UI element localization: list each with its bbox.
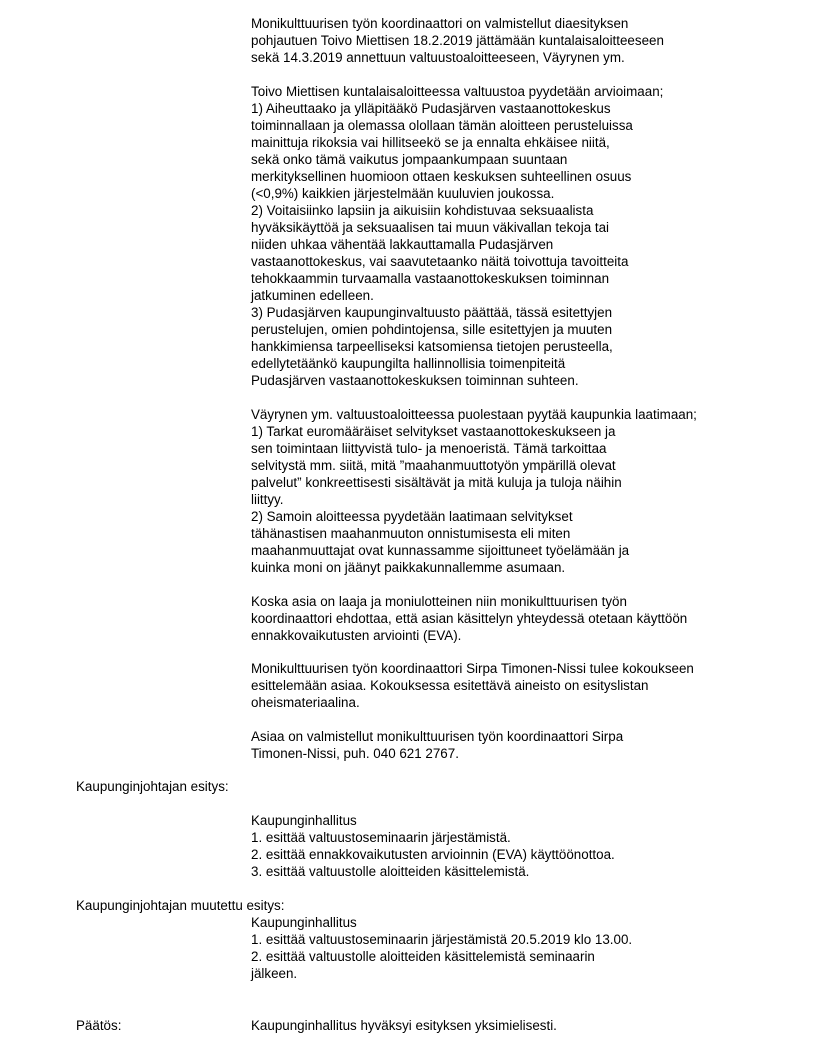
text-line: 2. esittää valtuustolle aloitteiden käsittelemistä seminaarin: [251, 949, 595, 964]
proposal-label: Kaupunginjohtajan esitys:: [76, 779, 229, 794]
text-line: hyväksikäyttöä ja seksuaalisen tai muun väkivallan tekoja tai: [251, 220, 610, 235]
text-line: sekä onko tämä vaikutus jompaankumpaan suuntaan: [251, 152, 568, 167]
eva-paragraph: [251, 593, 771, 644]
text-line: Koska asia on laaja ja moniulotteinen niin monikulttuurisen työn: [251, 594, 627, 609]
text-line: 2) Voitaisiinko lapsiin ja aikuisiin kohdistuvaa seksuaalista: [251, 203, 594, 218]
text-line: jatkuminen edelleen.: [251, 288, 374, 303]
text-line: niiden uhkaa vähentää lakkauttamalla Pudasjärven: [251, 237, 554, 252]
text-line: 1. esittää valtuustoseminaarin järjestämistä 20.5.2019 klo 13.00.: [251, 932, 633, 947]
presenter-paragraph: [251, 660, 771, 711]
miettinen-initiative-paragraph: [251, 83, 771, 389]
text-line: sen toimintaan liittyvistä tulo- ja menoeristä. Tämä tarkoittaa: [251, 441, 607, 456]
text-line: Timonen-Nissi, puh. 040 621 2767.: [251, 746, 459, 761]
text-line: 2) Samoin aloitteessa pyydetään laatimaan selvitykset: [251, 509, 573, 524]
text-line: pohjautuen Toivo Miettisen 18.2.2019 jättämään kuntalaisaloitteeseen: [251, 33, 664, 48]
text-line: kuinka moni on jäänyt paikkakunnallemme asumaan.: [251, 560, 566, 575]
decision-text: Kaupunginhallitus hyväksyi esityksen yksimielisesti.: [251, 1018, 557, 1033]
intro-paragraph: [251, 15, 771, 66]
text-line: toiminnallaan ja olemassa olollaan tämän aloitteen perusteluissa: [251, 118, 633, 133]
text-line: Pudasjärven vastaanottokeskuksen toiminnan suhteen.: [251, 373, 579, 388]
text-line: perustelujen, omien pohdintojensa, sille esitettyjen ja muuten: [251, 322, 613, 337]
text-line: oheismateriaalina.: [251, 695, 360, 710]
text-line: 1) Tarkat euromääräiset selvitykset vastaanottokeskukseen ja: [251, 424, 616, 439]
text-line: Väyrynen ym. valtuustoaloitteessa puolestaan pyytää kaupunkia laatimaan;: [251, 407, 697, 422]
text-line: ennakkovaikutusten arviointi (EVA).: [251, 628, 462, 643]
text-line: Kaupunginhallitus: [251, 813, 357, 828]
preparer-paragraph: [251, 728, 771, 762]
text-line: edellytetäänkö kaupungilta hallinnollisia toimenpiteitä: [251, 356, 566, 371]
text-line: Monikulttuurisen työn koordinaattori on valmistellut diaesityksen: [251, 16, 629, 31]
text-line: mainittuja rikoksia vai hillitseekö se ja ennalta ehkäisee niitä,: [251, 135, 610, 150]
text-line: 1) Aiheuttaako ja ylläpitääkö Pudasjärven vastaanottokeskus: [251, 101, 611, 116]
text-line: koordinaattori ehdottaa, että asian käsittelyn yhteydessä otetaan käyttöön: [251, 611, 688, 626]
proposal-content: [251, 812, 771, 880]
text-line: tehokkaammin turvaamalla vastaanottokeskuksen toiminnan: [251, 271, 610, 286]
text-line: vastaanottokeskus, vai saavutetaanko näitä toivottuja tavoitteita: [251, 254, 629, 269]
amended-proposal-content: [251, 914, 771, 982]
text-line: (<0,9%) kaikkien järjestelmään kuuluvien joukossa.: [251, 186, 555, 201]
text-line: 3) Pudasjärven kaupunginvaltuusto päättää, tässä esitettyjen: [251, 305, 613, 320]
text-line: 1. esittää valtuustoseminaarin järjestämistä.: [251, 830, 511, 845]
text-line: hankkimiensa tarpeelliseksi katsomiensa tietojen perusteella,: [251, 339, 613, 354]
text-line: Asiaa on valmistellut monikulttuurisen työn koordinaattori Sirpa: [251, 729, 624, 744]
text-line: palvelut” konkreettisesti sisältävät ja mitä kuluja ja tuloja näihin: [251, 475, 622, 490]
text-line: sekä 14.3.2019 annettuun valtuustoaloitteeseen, Väyrynen ym.: [251, 50, 625, 65]
vayrynen-initiative-paragraph: [251, 406, 771, 576]
text-line: esittelemään asiaa. Kokouksessa esitettävä aineisto on esityslistan: [251, 678, 649, 693]
text-line: Toivo Miettisen kuntalaisaloitteessa valtuustoa pyydetään arvioimaan;: [251, 84, 664, 99]
text-line: 2. esittää ennakkovaikutusten arvioinnin (EVA) käyttöönottoa.: [251, 847, 615, 862]
text-line: 3. esittää valtuustolle aloitteiden käsittelemistä.: [251, 864, 530, 879]
text-line: maahanmuuttajat ovat kunnassamme sijoittuneet työelämään ja: [251, 543, 630, 558]
amended-proposal-label: Kaupunginjohtajan muutettu esitys:: [76, 898, 285, 913]
text-line: merkityksellinen huomioon ottaen keskuksen suhteellinen osuus: [251, 169, 632, 184]
text-line: Monikulttuurisen työn koordinaattori Sirpa Timonen-Nissi tulee kokoukseen: [251, 661, 694, 676]
decision-label: Päätös:: [76, 1018, 122, 1033]
text-line: tähänastisen maahanmuuton onnistumisesta eli miten: [251, 526, 571, 541]
text-line: liittyy.: [251, 492, 284, 507]
text-line: selvitystä mm. siitä, mitä ”maahanmuuttotyön ympärillä olevat: [251, 458, 616, 473]
text-line: Kaupunginhallitus: [251, 915, 357, 930]
text-line: jälkeen.: [251, 966, 298, 981]
